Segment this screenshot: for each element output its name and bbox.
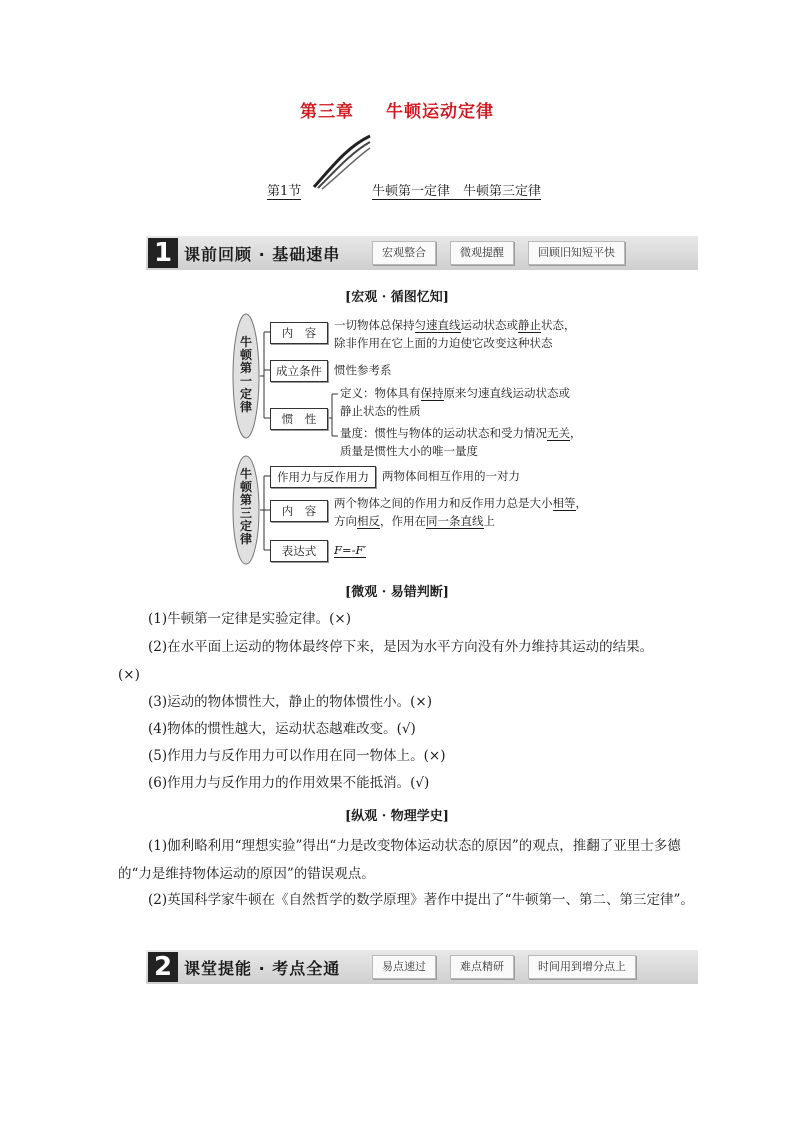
tab-macro[interactable]: 宏观整合 <box>372 241 436 265</box>
law3-expr-text: F=-F′ <box>334 543 367 557</box>
law3-expr-node: 表达式 <box>270 540 328 562</box>
banner-review <box>146 236 698 270</box>
law1-content-text: 一切物体总保持匀速直线运动状态或静止状态， 除非作用在它上面的力迫使它改变这种状态 <box>334 318 576 350</box>
judgement-1: (1)牛顿第一定律是实验定律。(×) <box>148 611 351 627</box>
banner-tabs <box>372 241 625 265</box>
banner-number: 2 <box>148 952 178 982</box>
judgement-4: (4)物体的惯性越大，运动状态越难改变。(√) <box>148 721 416 737</box>
law1-inertia-node: 惯 性 <box>270 408 328 430</box>
tab-score[interactable]: 时间用到增分点上 <box>528 955 636 979</box>
history-para-2: (2)英国科学家牛顿在《自然哲学的数学原理》著作中提出了“牛顿第一、第二、第三定律”。 <box>148 892 694 908</box>
tab-easy[interactable]: 易点速过 <box>372 955 436 979</box>
section-number: 第1节 <box>267 184 302 199</box>
mind-map <box>232 310 612 570</box>
tab-review[interactable]: 回顾旧知短平快 <box>528 241 625 265</box>
tab-hard[interactable]: 难点精研 <box>450 955 514 979</box>
law1-condition-text: 惯性参考系 <box>334 363 392 377</box>
law3-content-text: 两个物体之间的作用力和反作用力总是大小相等， 方向相反，作用在同一条直线上 <box>334 496 587 528</box>
history-heading: [纵观 · 物理学史] <box>345 809 449 824</box>
judgement-5: (5)作用力与反作用力可以作用在同一物体上。(×) <box>148 748 446 764</box>
law3-action-node: 作用力与反作用力 <box>270 466 376 488</box>
history-para-1: (1)伽利略利用“理想实验”得出“力是改变物体运动状态的原因”的观点，推翻了亚里士多德的“力是维持物体运动的原因”的错误观点。 <box>118 838 681 882</box>
judgement-3: (3)运动的物体惯性大，静止的物体惯性小。(×) <box>148 694 432 710</box>
law3-content-node: 内 容 <box>270 500 328 522</box>
banner-number: 1 <box>148 238 178 268</box>
section-title: 牛顿第一定律 牛顿第三定律 <box>372 184 542 199</box>
law1-root: 牛顿第一定律 <box>239 335 252 414</box>
banner-title: 课前回顾 · 基础速串 <box>184 245 341 264</box>
law1-condition-node: 成立条件 <box>270 360 328 382</box>
micro-heading: [微观 · 易错判断] <box>345 585 449 600</box>
judgement-2-mark: (×) <box>118 667 140 683</box>
banner-classroom <box>146 950 698 984</box>
judgement-2: (2)在水平面上运动的物体最终停下来，是因为水平方向没有外力维持其运动的结果。 <box>148 639 654 655</box>
tab-micro[interactable]: 微观提醒 <box>450 241 514 265</box>
chapter-number: 第三章 <box>300 102 354 122</box>
judgement-6: (6)作用力与反作用力的作用效果不能抵消。(√) <box>148 775 430 791</box>
banner-tabs <box>372 955 636 979</box>
chapter-name: 牛顿运动定律 <box>386 102 494 122</box>
banner-title: 课堂提能 · 考点全通 <box>184 959 341 978</box>
macro-heading: [宏观 · 循图忆知] <box>345 290 449 305</box>
law1-content-node: 内 容 <box>270 322 328 344</box>
chapter-title <box>0 97 794 122</box>
law1-measure-text: 量度：惯性与物体的运动状态和受力情况无关， 质量是惯性大小的唯一量度 <box>340 426 582 458</box>
law3-action-text: 两物体间相互作用的一对力 <box>382 469 520 483</box>
swoosh-decoration <box>312 132 372 192</box>
law1-definition-text: 定义：物体具有保持原来匀速直线运动状态或 静止状态的性质 <box>340 386 570 418</box>
law3-root: 牛顿第三定律 <box>239 467 252 546</box>
